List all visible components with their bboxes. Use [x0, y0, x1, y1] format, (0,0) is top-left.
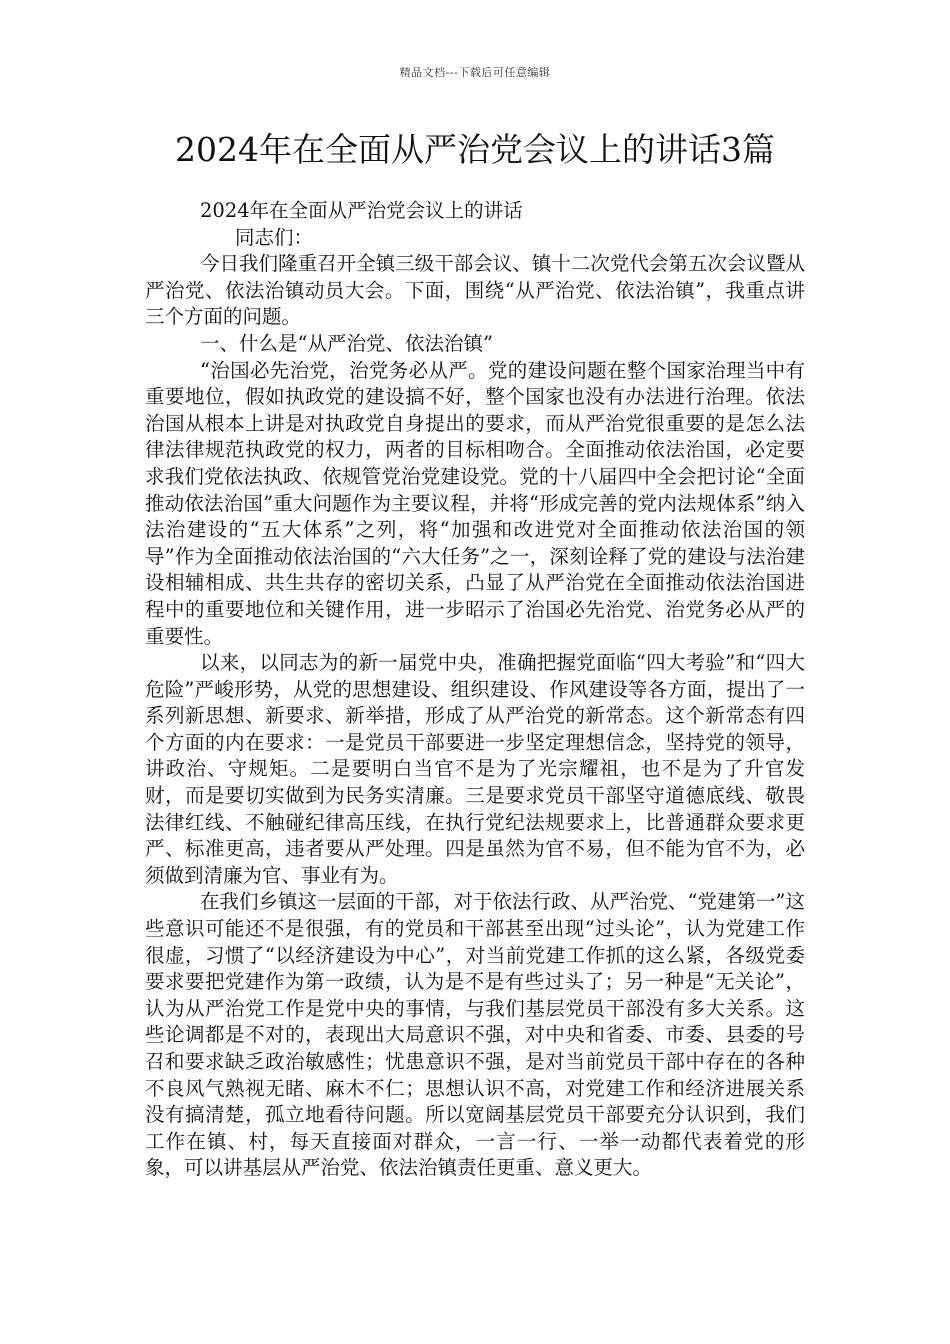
speech-subtitle: 2024年在全面从严治党会议上的讲话 [200, 199, 523, 222]
document-title: 2024年在全面从严治党会议上的讲话3篇 [175, 130, 775, 169]
section-heading-1: 一、什么是“从严治党、依法治镇” [200, 331, 493, 355]
paragraph-4: 在我们乡镇这一层面的干部，对于依法行政、从严治党、“党建第一”这些意识可能还不是很强，有的党员和干部甚至出现“过头论”，认为党建工作很虚，习惯了“以经济建设为中心”，对当前党建工作抓的这么紧，各级党委要求要把党建作为第一政绩，认为是不是有些过头了；另一种是“无关论”，认为从严治党工作是党中央的事情，与我们基层党员干部没有多大关系。这些论调都是不对的，表现出大局意识不强，对中央和省委、市委、县委的号召和要求缺乏政治敏感性；忧患意识不强，是对当前党员干部中存在的各种不良风气熟视无睹、麻木不仁；思想认识不高，对党建工作和经济进展关系没有搞清楚，孤立地看待问题。所以宽阔基层党员干部要充分认识到，我们工作在镇、村，每天直接面对群众，一言一行、一举一动都代表着党的形象，可以讲基层从严治党、依法治镇责任更重、意义更大。 [145, 890, 805, 1180]
greeting: 同志们： [235, 225, 314, 249]
paragraph-3: 以来，以同志为的新一届党中央，准确把握党面临“四大考验”和“四大危险”严峻形势，从党的思想建设、组织建设、作风建设等各方面，提出了一系列新思想、新要求、新举措，形成了从严治党的新常态。这个新常态有四个方面的内在要求：一是党员干部要进一步坚定理想信念，坚持党的领导，讲政治、守规矩。二是要明白当官不是为了光宗耀祖，也不是为了升官发财，而是要切实做到为民务实清廉。三是要求党员干部坚守道德底线、敬畏法律红线、不触碰纪律高压线，在执行党纪法规要求上，比普通群众要求更严、标准更高，违者要从严处理。四是虽然为官不易，但不能为官不为，必须做到清廉为官、事业有为。 [145, 651, 805, 887]
header-note: 精品文档---下载后可任意编辑 [399, 66, 551, 79]
paragraph-intro: 今日我们隆重召开全镇三级干部会议、镇十二次党代会第五次会议暨从严治党、依法治镇动员大会。下面，围绕“从严治党、依法治镇”，我重点讲三个方面的问题。 [145, 252, 805, 329]
paragraph-2: “治国必先治党，治党务必从严。党的建设问题在整个国家治理当中有重要地位，假如执政党的建设搞不好，整个国家也没有办法进行治理。依法治国从根本上讲是对执政党自身提出的要求，而从严治党很重要的是怎么法律法律规范执政党的权力，两者的目标相吻合。全面推动依法治国，必定要求我们党依法执政、依规管党治党建设党。党的十八届四中全会把讨论“全面推动依法治国”重大问题作为主要议程，并将“形成完善的党内法规体系”纳入法治建设的“五大体系”之列，将“加强和改进党对全面推动依法治国的领导”作为全面推动依法治国的“六大任务”之一，深刻诠释了党的建设与法治建设相辅相成、共生共存的密切关系，凸显了从严治党在全面推动依法治国进程中的重要地位和关键作用，进一步昭示了治国必先治党、治党务必从严的重要性。 [145, 358, 805, 648]
document-body [145, 198, 805, 1182]
